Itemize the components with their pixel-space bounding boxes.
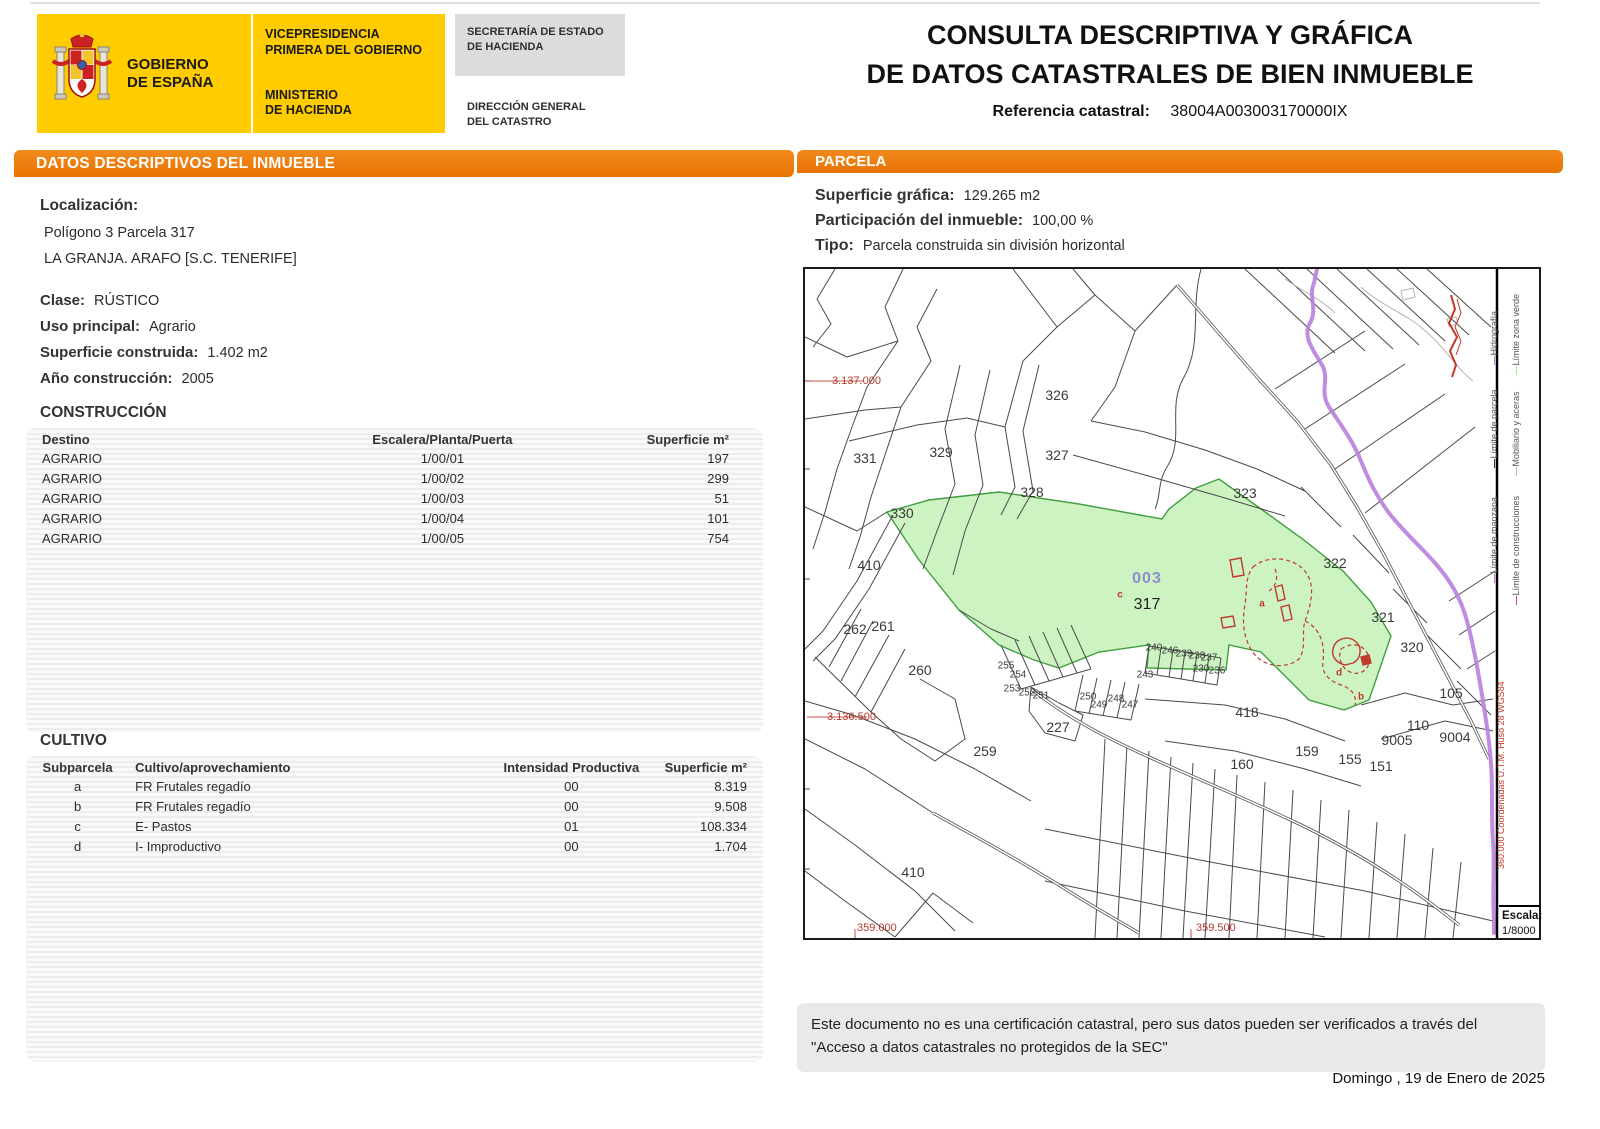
property-field-value-3: 2005	[181, 371, 214, 387]
construccion-row-0	[26, 448, 763, 468]
cultivo-cell-0-1: FR Frutales regadío	[135, 778, 251, 794]
legend-swatch: —	[1489, 573, 1499, 583]
address-line2: LA GRANJA. ARAFO [S.C. TENERIFE]	[44, 251, 297, 267]
cultivo-header-3: Superficie m²	[664, 759, 747, 775]
cultivo-cell-1-0: b	[73, 798, 82, 814]
construccion-row-2	[26, 488, 763, 508]
map-legend-entry	[1489, 311, 1500, 365]
cultivo-cell-2-3: 108.334	[699, 818, 747, 834]
parcel-number-label: 252	[1018, 687, 1036, 699]
parcel-number-label: 240	[1145, 642, 1163, 654]
parcel-number-label: 254	[1009, 669, 1027, 681]
map-legend-entry	[1489, 389, 1500, 468]
parcel-number-label: 259	[973, 743, 997, 759]
cultivo-cell-0-2: 00	[564, 778, 579, 794]
construccion-header-row	[26, 428, 763, 448]
construccion-row-4	[26, 528, 763, 548]
parcel-number-label: 250	[1079, 691, 1097, 703]
cultivo-section-title: CULTIVO	[40, 732, 107, 749]
construccion-cell-1-2: 299	[707, 470, 729, 486]
parcel-field-value-2: Parcela construida sin división horizontal	[862, 238, 1125, 254]
construccion-row-3	[26, 508, 763, 528]
page-top-edge	[30, 2, 1540, 4]
disclaimer-box: Este documento no es una certificación catastral, pero sus datos pueden ser verificados a través del "Acceso a datos catastrales no protegidos de la SEC"	[797, 1003, 1545, 1072]
cultivo-row-1	[26, 796, 763, 816]
parcel-number-label: 9005	[1381, 732, 1413, 748]
cadastral-reference-row	[855, 103, 1485, 121]
cultivo-cell-1-1: FR Frutales regadío	[135, 798, 251, 814]
construccion-table	[26, 428, 763, 733]
parcel-number-label: 243	[1136, 669, 1154, 681]
parcel-field-row-0	[815, 187, 1535, 208]
property-field-row-2	[40, 344, 740, 363]
legend-entry-label: Hidrografía	[1489, 310, 1499, 356]
parcel-number-label: 255	[997, 660, 1015, 672]
legend-swatch: —	[1489, 458, 1499, 468]
parcel-number-label: 328	[1020, 484, 1044, 500]
parcel-number-label: 261	[871, 618, 895, 634]
parcel-field-value-1: 100,00 %	[1032, 213, 1094, 229]
parcel-number-label: 230	[1192, 663, 1210, 675]
construccion-cell-1-1: 1/00/02	[420, 470, 465, 486]
cultivo-cell-3-3: 1.704	[714, 838, 747, 854]
parcel-number-label: 246	[1161, 645, 1179, 657]
property-field-row-0	[40, 292, 740, 311]
cadastral-map[interactable]	[803, 267, 1541, 940]
construccion-cell-2-1: 1/00/03	[420, 490, 465, 506]
parcel-number-label: 317	[1133, 596, 1161, 613]
parcel-number-label: 110	[1406, 717, 1430, 733]
cultivo-cell-1-2: 00	[564, 798, 579, 814]
parcel-number-label: 323	[1233, 485, 1257, 501]
gobierno-de-espana-label: GOBIERNO DE ESPAÑA	[127, 55, 214, 91]
parcel-field-label-0: Superficie gráfica:	[815, 187, 955, 204]
construccion-cell-3-0: AGRARIO	[42, 510, 102, 526]
localizacion-label: Localización:	[40, 197, 139, 214]
cadastral-reference-value: 38004A003003170000IX	[1170, 103, 1348, 121]
map-label-layer	[805, 269, 1543, 938]
secretaria-estado-label: SECRETARÍA DE ESTADO DE HACIENDA	[455, 14, 625, 76]
cultivo-cell-1-3: 9.508	[714, 798, 747, 814]
parcel-number-label: 236	[1208, 665, 1226, 677]
property-field-label-1: Uso principal:	[40, 318, 141, 335]
map-legend-entry	[1511, 294, 1522, 375]
property-fields-list	[40, 292, 740, 396]
legend-entry-label: Mobiliario y aceras	[1511, 391, 1521, 467]
parcel-number-label: 160	[1230, 756, 1254, 772]
cultivo-cell-2-0: c	[74, 818, 81, 834]
parcel-number-label: 262	[843, 621, 867, 637]
map-coordinate-system-note: 360.000 Coordenadas U.T.M. Huso 28 WGS84	[1496, 681, 1506, 869]
scale-label: Escala:	[1502, 910, 1543, 922]
parcel-field-row-2	[815, 237, 1535, 258]
legend-entry-label: Límite de parcela	[1489, 389, 1499, 459]
parcel-number-label: 105	[1439, 685, 1463, 701]
spain-coat-of-arms-icon	[37, 14, 127, 133]
cultivo-cell-3-2: 00	[564, 838, 579, 854]
parcel-number-label: 155	[1338, 751, 1362, 767]
cultivo-header-1: Cultivo/aprovechamiento	[135, 759, 291, 775]
property-field-label-3: Año construcción:	[40, 370, 173, 387]
map-legend-entry	[1489, 497, 1500, 583]
subparcel-letter: d	[1335, 667, 1343, 679]
parcel-number-label: 327	[1045, 447, 1069, 463]
parcel-field-label-2: Tipo:	[815, 237, 854, 254]
subparcel-letter: a	[1259, 598, 1265, 610]
legend-entry-label: Límite de manzana	[1489, 496, 1499, 574]
property-field-value-0: RÚSTICO	[94, 293, 160, 309]
map-legend-entry	[1511, 391, 1522, 476]
parcel-number-label: 418	[1235, 704, 1259, 720]
legend-swatch: —	[1511, 365, 1521, 375]
parcel-field-label-1: Participación del inmueble:	[815, 212, 1024, 229]
cultivo-cell-0-0: a	[73, 778, 82, 794]
cultivo-header-2: Intensidad Productiva	[503, 759, 640, 775]
cultivo-table	[26, 756, 763, 1062]
property-field-label-0: Clase:	[40, 292, 86, 309]
property-field-label-2: Superficie construida:	[40, 344, 199, 361]
map-coordinate-label: 3.136.500	[827, 711, 876, 723]
construccion-cell-4-2: 754	[707, 530, 729, 546]
property-field-row-3	[40, 370, 740, 389]
legend-swatch: —	[1511, 595, 1521, 605]
cultivo-row-3	[26, 836, 763, 856]
parcel-number-label: 251	[1032, 690, 1050, 702]
cultivo-header-row	[26, 756, 763, 776]
cultivo-row-0	[26, 776, 763, 796]
construccion-cell-4-0: AGRARIO	[42, 530, 102, 546]
parcel-number-label: 237	[1200, 652, 1218, 664]
parcel-number-label: 253	[1003, 683, 1021, 695]
map-coordinate-label: 3.137.000	[832, 375, 881, 387]
cultivo-row-2	[26, 816, 763, 836]
parcel-number-label: 249	[1090, 699, 1108, 711]
cultivo-cell-3-1: I- Improductivo	[135, 838, 222, 854]
document-title-block	[855, 16, 1485, 121]
cultivo-cell-2-1: E- Pastos	[135, 818, 192, 834]
parcel-number-label: 238	[1188, 650, 1206, 662]
legend-entry-label: Límite zona verde	[1511, 293, 1521, 366]
parcel-number-label: 326	[1045, 387, 1069, 403]
map-coordinate-label: 359.500	[1196, 922, 1236, 934]
scale-box	[1499, 905, 1543, 938]
construccion-header-2: Superficie m²	[646, 431, 729, 447]
document-date: Domingo , 19 de Enero de 2025	[1332, 1070, 1545, 1087]
property-field-value-2: 1.402 m2	[207, 345, 268, 361]
parcel-field-row-1	[815, 212, 1535, 233]
construccion-cell-2-0: AGRARIO	[42, 490, 102, 506]
document-title-line1: CONSULTA DESCRIPTIVA Y GRÁFICA	[926, 20, 1414, 50]
map-legend-entry	[1511, 496, 1522, 605]
cadastral-reference-label: Referencia catastral:	[992, 103, 1150, 121]
scale-value: 1/8000	[1502, 924, 1536, 937]
parcel-field-value-0: 129.265 m2	[963, 188, 1041, 204]
cultivo-cell-3-0: d	[73, 838, 82, 854]
cultivo-cell-2-2: 01	[564, 818, 579, 834]
parcela-banner: PARCELA	[797, 150, 1563, 173]
map-coordinate-label: 359.000	[857, 922, 897, 934]
construccion-header-1: Escalera/Planta/Puerta	[372, 431, 513, 447]
legend-swatch: —	[1511, 466, 1521, 476]
construccion-cell-0-1: 1/00/01	[420, 450, 465, 466]
parcel-number-label: 330	[890, 505, 914, 521]
parcel-number-label: 321	[1371, 609, 1395, 625]
parcel-number-label: 248	[1107, 693, 1125, 705]
parcel-number-label: 239	[1175, 648, 1193, 660]
parcel-number-label: 410	[857, 557, 881, 573]
construccion-row-1	[26, 468, 763, 488]
property-field-value-1: Agrario	[149, 319, 196, 335]
parcel-number-label: 410	[901, 864, 925, 880]
parcel-number-label: 9004	[1439, 729, 1471, 745]
parcel-number-label: 247	[1121, 699, 1139, 711]
ministry-label: VICEPRESIDENCIA PRIMERA DEL GOBIERNO MINISTERIO DE HACIENDA	[265, 27, 422, 118]
datos-descriptivos-banner: DATOS DESCRIPTIVOS DEL INMUEBLE	[14, 150, 794, 177]
parcel-number-label: 331	[853, 450, 877, 466]
parcel-number-label: 320	[1400, 639, 1424, 655]
legend-swatch: —	[1489, 355, 1499, 365]
parcel-number-label: 159	[1295, 743, 1319, 759]
parcel-number-label: 322	[1323, 555, 1347, 571]
construccion-section-title: CONSTRUCCIÓN	[40, 404, 167, 421]
document-title-line2: DE DATOS CATASTRALES DE BIEN INMUEBLE	[866, 59, 1474, 90]
subparcel-letter: c	[1117, 589, 1123, 601]
parcel-number-label: 151	[1369, 758, 1393, 774]
construccion-cell-0-0: AGRARIO	[42, 450, 102, 466]
cultivo-header-0: Subparcela	[42, 759, 113, 775]
construccion-cell-3-2: 101	[707, 510, 729, 526]
highlight-parcel-code: 003	[1132, 570, 1162, 587]
construccion-cell-1-0: AGRARIO	[42, 470, 102, 486]
parcel-number-label: 329	[929, 444, 953, 460]
cultivo-cell-0-3: 8.319	[714, 778, 747, 794]
legend-entry-label: Límite de construcciones	[1511, 495, 1521, 596]
construccion-cell-2-2: 51	[714, 490, 729, 506]
construccion-cell-4-1: 1/00/05	[420, 530, 465, 546]
parcel-number-label: 260	[908, 662, 932, 678]
construccion-header-0: Destino	[42, 431, 90, 447]
construccion-cell-0-2: 197	[707, 450, 729, 466]
government-logo-block	[37, 14, 445, 133]
construccion-cell-3-1: 1/00/04	[420, 510, 465, 526]
parcel-number-label: 227	[1046, 719, 1070, 735]
address-line1: Polígono 3 Parcela 317	[44, 225, 195, 241]
direccion-general-label: DIRECCIÓN GENERAL DEL CATASTRO	[467, 101, 586, 128]
property-field-row-1	[40, 318, 740, 337]
subparcel-letter: b	[1357, 691, 1365, 703]
parcel-fields-list	[815, 187, 1535, 262]
department-block	[455, 14, 625, 130]
